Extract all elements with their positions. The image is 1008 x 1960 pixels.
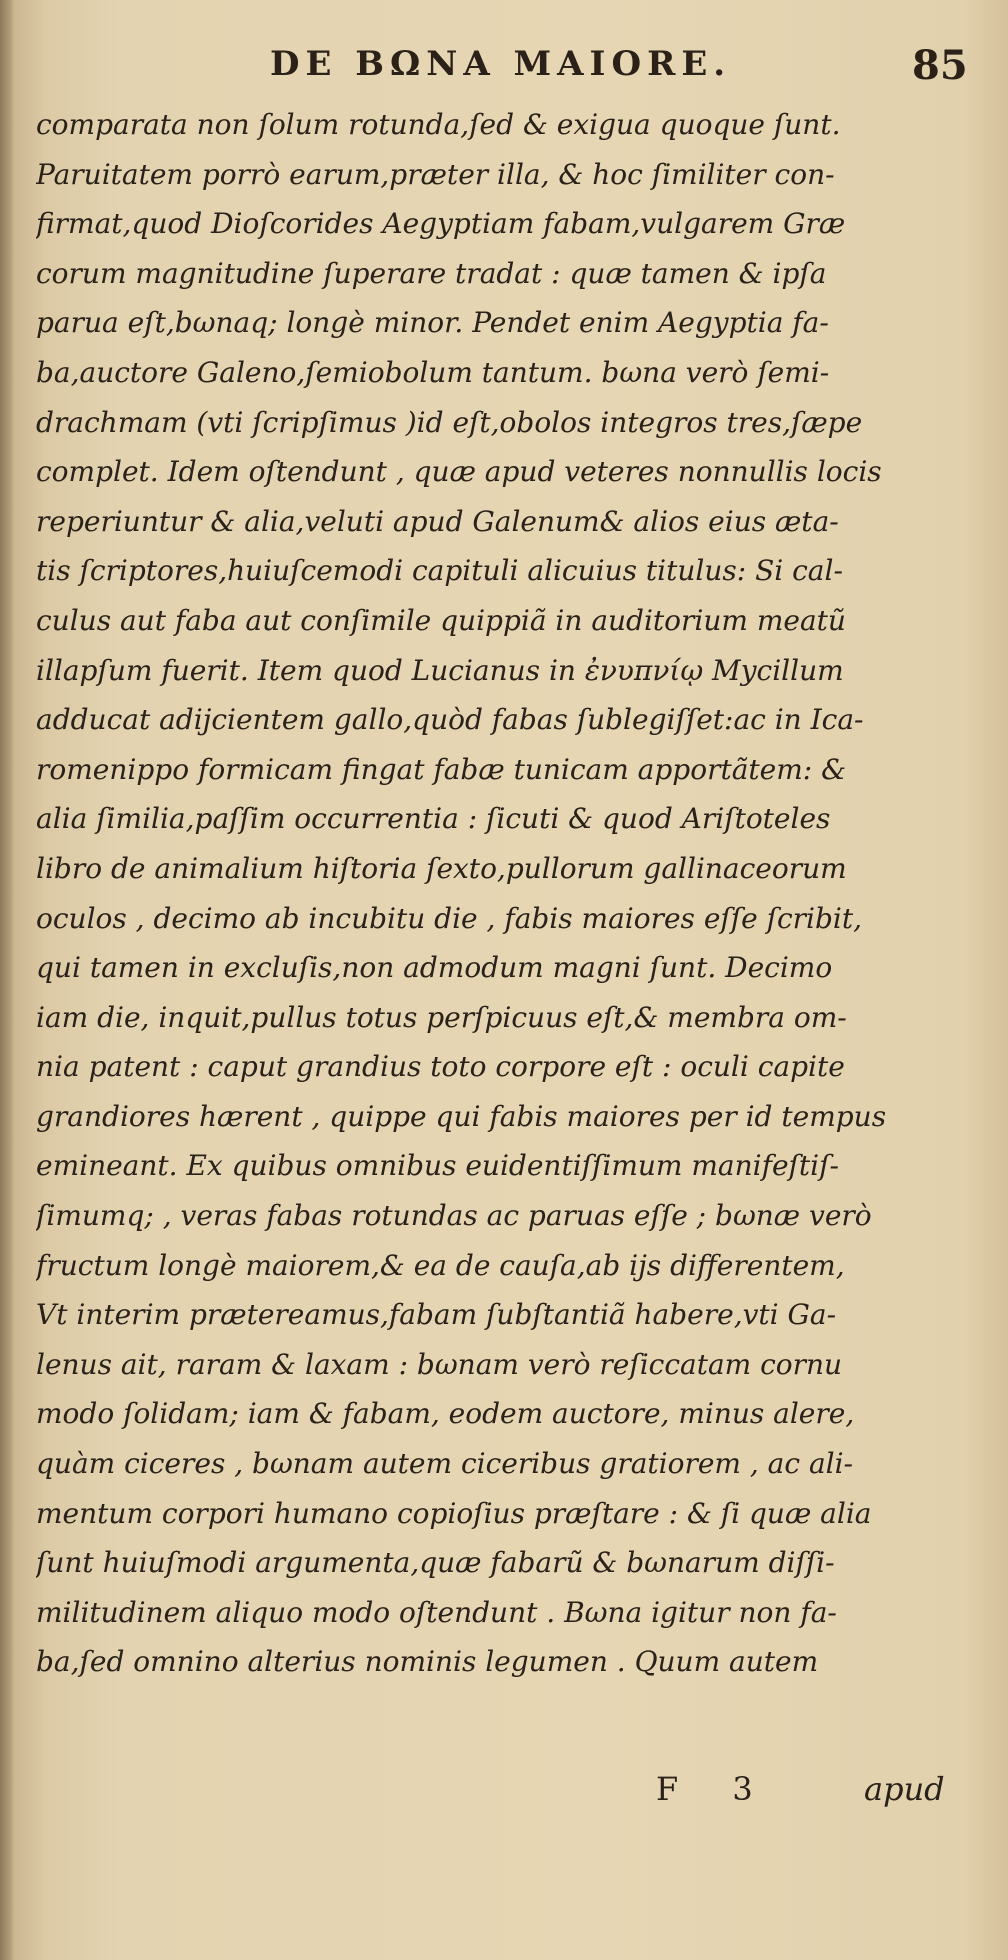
text-line: adducat adijcientem gallo,quòd fabas ſublegiſſet:ac in Ica- [36,703,864,737]
text-line: culus aut faba aut conſimile quippiã in auditorium meatũ [36,603,846,637]
text-line: libro de animalium hiſtoria ſexto,pullorum gallinaceorum [36,851,847,885]
text-line: oculos , decimo ab incubitu die , fabis maiores eſſe ſcribit, [36,901,862,935]
text-line: militudinem aliquo modo oſtendunt . Bωna igitur non fa- [36,1595,837,1629]
running-title: DE BΩNA MAIORE. [270,44,732,84]
text-line: Vt interim prætereamus,fabam ſubſtantiã habere,vti Ga- [36,1298,837,1332]
text-line: complet. Idem oſtendunt , quæ apud veteres nonnullis locis [36,455,882,489]
text-line: nia patent : caput grandius toto corpore eſt : oculi capite [36,1050,845,1084]
text-line: fructum longè maiorem,& ea de cauſa,ab ijs differentem, [36,1248,845,1282]
text-line: drachmam (vti ſcripſimus )id eſt,obolos integros tres,ſæpe [36,405,863,439]
text-line: iam die, inquit,pullus totus perſpicuus eſt,& membra om- [36,1000,847,1034]
text-line: ſunt huiuſmodi argumenta,quæ fabarũ & bωnarum diſſi- [36,1546,835,1580]
page-footer [0,1770,1008,1830]
text-line: alia ſimilia,paſſim occurrentia : ſicuti & quod Ariſtoteles [36,802,831,836]
text-line: Paruitatem porrò earum,præter illa, & hoc ſimiliter con- [36,157,835,191]
text-line: firmat,quod Dioſcorides Aegyptiam fabam,vulgarem Græ [36,207,846,241]
page-gutter [0,0,14,1960]
text-line: illapſum fuerit. Item quod Lucianus in ἐνυπνίῳ Mycillum [36,653,844,687]
text-line: parua eſt,bωnaq; longè minor. Pendet enim Aegyptia fa- [36,306,829,340]
text-line: quàm ciceres , bωnam autem ciceribus gratiorem , ac ali- [36,1447,854,1481]
signature-mark: F 3 [656,1770,775,1808]
text-line: comparata non ſolum rotunda,ſed & exigua quoque ſunt. [36,108,841,141]
text-line: grandiores hærent , quippe qui fabis maiores per id tempus [36,1099,887,1133]
text-line: qui tamen in excluſis,non admodum magni ſunt. Decimo [36,951,833,985]
text-line: ba,auctore Galeno,ſemiobolum tantum. bωna verò ſemi- [36,355,830,389]
text-line: tis ſcriptores,huiuſcemodi capituli alicuius titulus: Si cal- [36,554,843,588]
text-line: lenus ait, raram & laxam : bωnam verò reſiccatam cornu [36,1347,843,1381]
text-line: reperiuntur & alia,veluti apud Galenum& alios eius æta- [36,504,839,538]
text-line: modo ſolidam; iam & fabam, eodem auctore, minus alere, [36,1397,855,1431]
text-line: mentum corpori humano copioſius præſtare : & ſi quæ alia [36,1496,872,1530]
page-header [0,44,1008,104]
text-line: ſimumq; , veras fabas rotundas ac paruas eſſe ; bωnæ verò [36,1199,872,1233]
catchword: apud [864,1770,945,1808]
text-line: emineant. Ex quibus omnibus euidentiſſimum manifeſtiſ- [36,1149,839,1183]
text-line: corum magnitudine ſuperare tradat : quæ tamen & ipſa [36,256,827,290]
text-line: ba,ſed omnino alterius nominis legumen . Quum autem [36,1645,819,1679]
text-line: romenippo formicam fingat fabæ tunicam apportãtem: & [36,752,847,786]
page-number: 85 [912,42,968,89]
body-text [36,100,976,1687]
